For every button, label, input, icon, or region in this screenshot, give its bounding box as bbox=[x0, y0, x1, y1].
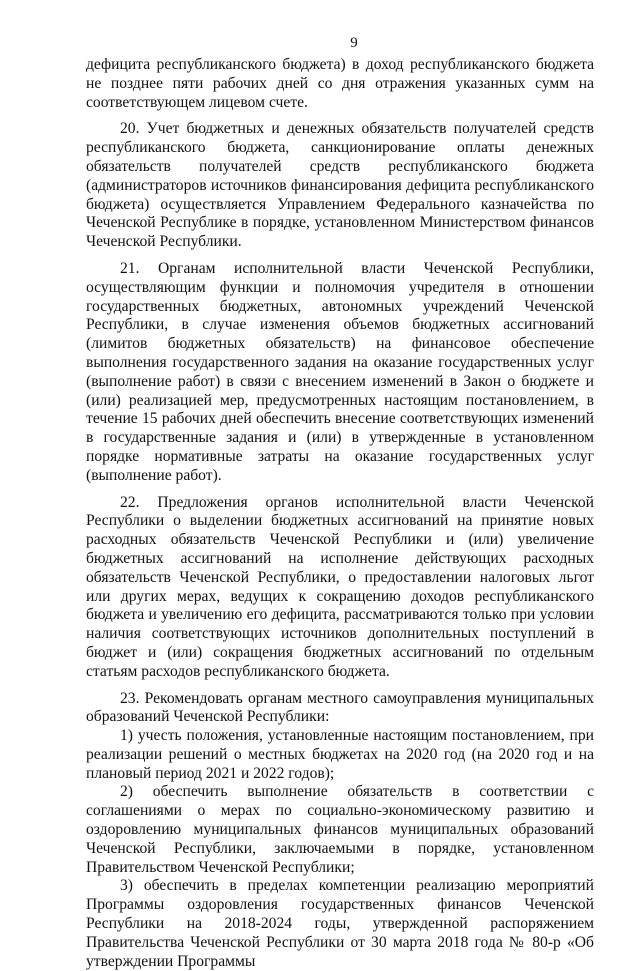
paragraph-continuation: дефицита республиканского бюджета) в доход республиканского бюджета не позднее пяти рабочих дней со дня отражения указанных сумм на соответствующем лицевом счете. bbox=[86, 56, 594, 111]
paragraph-21: 21. Органам исполнительной власти Чеченской Республики, осуществляющим функции и полномочия учредителя в отношении государственных бюджетных, автономных учреждений Чеченской Республики, в случае изменения объемов бюджетных ассигнований (лимитов бюджетных обязательств) на финансовое обеспечение выполнения государственного задания на оказание государственных услуг (выполнение работ) в связи с внесением изменений в Закон о бюджете и (или) реализацией мер, предусмотренных настоящим постановлением, в течение 15 рабочих дней обеспечить внесение соответствующих изменений в государственные задания и (или) в утвержденные в установленном порядке нормативные затраты на оказание государственных услуг (выполнение работ). bbox=[86, 259, 594, 484]
paragraph-23: 23. Рекомендовать органам местного самоуправления муниципальных образований Чеченской Республики: bbox=[86, 689, 594, 726]
paragraph-23-item-3: 3) обеспечить в пределах компетенции реализацию мероприятий Программы оздоровления государственных финансов Чеченской Республики на 2018-2024 годы, утвержденной распоряжением Правительства Чеченской Республики от 30 марта 2018 года № 80-р «Об утверждении Программы bbox=[86, 877, 594, 970]
page-number: 9 bbox=[350, 35, 358, 51]
paragraph-22: 22. Предложения органов исполнительной власти Чеченской Республики о выделении бюджетных ассигнований на принятие новых расходных обязательств Чеченской Республики и (или) увеличение бюджетных ассигнований на исполнение действующих расходных обязательств Чеченской Республики, о предоставлении налоговых льгот или других мерах, ведущих к сокращению доходов республиканского бюджета и увеличению его дефицита, рассматриваются только при условии наличия соответствующих источников дополнительных поступлений в бюджет и (или) сокращения бюджетных ассигнований по отдельным статьям расходов республиканского бюджета. bbox=[86, 493, 594, 680]
paragraph-20: 20. Учет бюджетных и денежных обязательств получателей средств республиканского бюджета, санкционирование оплаты денежных обязательств получателей средств республиканского бюджета (администраторов источников финансирования дефицита республиканского бюджета) осуществляется Управлением Федерального казначейства по Чеченской Республике в порядке, установленном Министерством финансов Чеченской Республики. bbox=[86, 120, 594, 251]
paragraph-23-item-2: 2) обеспечить выполнение обязательств в соответствии с соглашениями о мерах по социально-экономическому развитию и оздоровлению муниципальных финансов муниципальных образований Чеченской Республики, заключаемыми в порядке, установленном Правительством Чеченской Республики; bbox=[86, 783, 594, 876]
paragraph-23-item-1: 1) учесть положения, установленные настоящим постановлением, при реализации решений о местных бюджетах на 2020 год (на 2020 год и на плановый период 2021 и 2022 годов); bbox=[86, 727, 594, 782]
